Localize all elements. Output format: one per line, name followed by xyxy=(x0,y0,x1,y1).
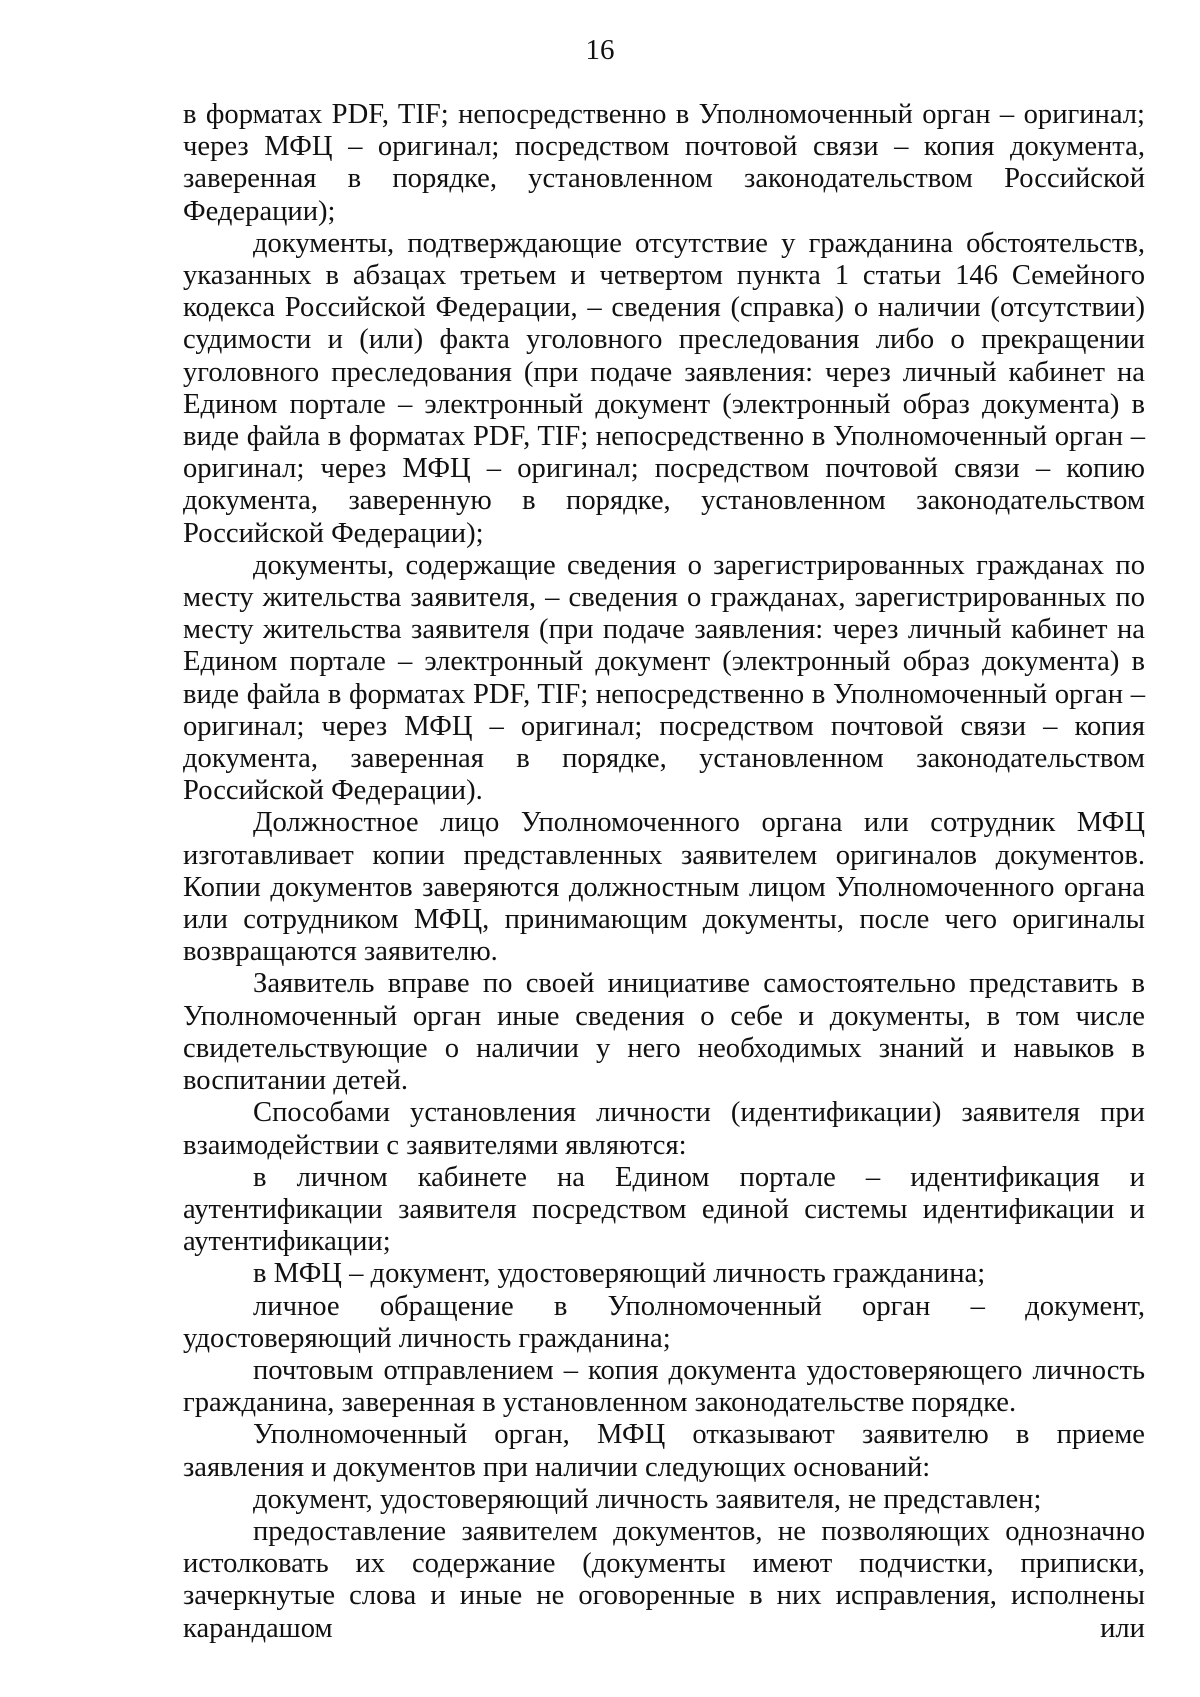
paragraph: документ, удостоверяющий личность заявителя, не представлен; xyxy=(253,1483,1042,1515)
paragraph: Уполномоченный орган, МФЦ отказывают заявителю в приеме заявления и документов при наличии следующих оснований: xyxy=(183,1419,1145,1483)
paragraph: Должностное лицо Уполномоченного органа или сотрудник МФЦ изготавливает копии представленных заявителем оригиналов документов. Копии документов заверяются должностным лицом Уполномоченного органа или сотрудником МФЦ, принимающим документы, после чего оригиналы возвращаются заявителю. xyxy=(183,807,1145,968)
paragraph: Заявитель вправе по своей инициативе самостоятельно представить в Уполномоченный орган иные сведения о себе и документы, в том числе свидетельствующие о наличии у него необходимых знаний и навыков в воспитании детей. xyxy=(183,968,1145,1097)
paragraph: предоставление заявителем документов, не позволяющих однозначно истолковать их содержание (документы имеют подчистки, приписки, зачеркнутые слова и иные не оговоренные в них исправления, исполнены карандашом или xyxy=(183,1515,1145,1644)
paragraph: в МФЦ – документ, удостоверяющий личность гражданина; xyxy=(253,1258,986,1290)
document-body xyxy=(183,99,1145,1645)
paragraph: почтовым отправлением – копия документа удостоверяющего личность гражданина, заверенная в установленном законодательстве порядке. xyxy=(183,1354,1145,1419)
paragraph: в личном кабинете на Едином портале – идентификация и аутентификации заявителя посредством единой системы идентификации и аутентификации; xyxy=(183,1161,1145,1258)
paragraph: личное обращение в Уполномоченный орган – документ, удостоверяющий личность гражданина; xyxy=(183,1290,1145,1354)
paragraph: документы, подтверждающие отсутствие у гражданина обстоятельств, указанных в абзацах третьем и четвертом пункта 1 статьи 146 Семейного кодекса Российской Федерации, – сведения (справка) о наличии (отсутствии) судимости и (или) факта уголовного преследования либо о прекращении уголовного преследования (при подаче заявления: через личный кабинет на Едином портале – электронный документ (электронный образ документа) в виде файла в форматах PDF, TIF; непосредственно в Уполномоченный орган – оригинал; через МФЦ – оригинал; посредством почтовой связи – копию документа, заверенную в порядке, установленном законодательством Российской Федерации); xyxy=(183,227,1145,549)
page-number: 16 xyxy=(585,34,615,66)
paragraph: Способами установления личности (идентификации) заявителя при взаимодействии с заявителями являются: xyxy=(183,1097,1145,1161)
paragraph: в форматах PDF, TIF; непосредственно в Уполномоченный орган – оригинал; через МФЦ – оригинал; посредством почтовой связи – копия документа, заверенная в порядке, установленном законодательством Российской Федерации); xyxy=(183,99,1145,227)
paragraph: документы, содержащие сведения о зарегистрированных гражданах по месту жительства заявителя, – сведения о гражданах, зарегистрированных по месту жительства заявителя (при подаче заявления: через личный кабинет на Едином портале – электронный документ (электронный образ документа) в виде файла в форматах PDF, TIF; непосредственно в Уполномоченный орган – оригинал; через МФЦ – оригинал; посредством почтовой связи – копия документа, заверенная в порядке, установленном законодательством Российской Федерации). xyxy=(183,549,1145,807)
